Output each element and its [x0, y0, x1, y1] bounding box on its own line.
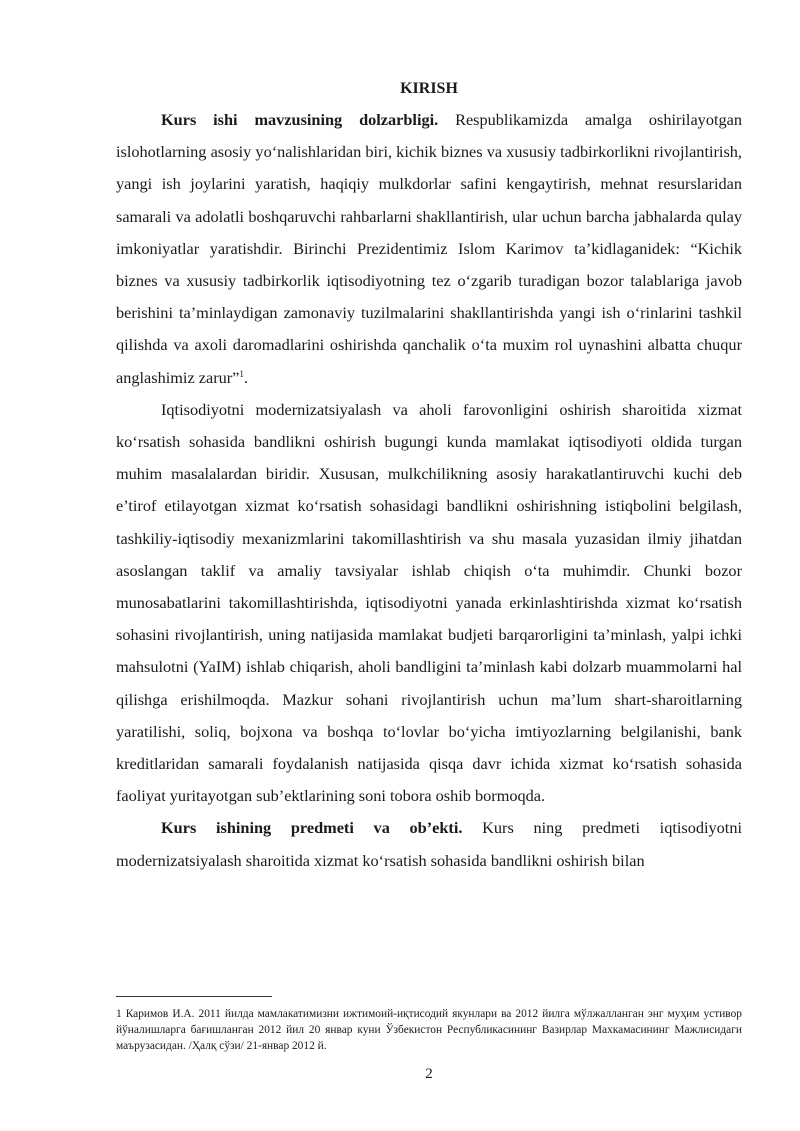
paragraph-text: Kurs ning predmeti iqtisodiyotni modernizatsiyalash sharoitida xizmat ko‘rsatish sohasida bandlikni oshirish bilan [116, 818, 742, 870]
footnote-divider [116, 996, 272, 997]
paragraph-text: Iqtisodiyotni modernizatsiyalash va aholi farovonligini oshirish sharoitida xizmat ko‘rsatish sohasida bandlikni oshirish bugungi kunda mamlakat iqtisodiyoti oldida turgan muhim masalalardan biridir. Xususan, mulkchilikning asosiy harakatlantiruvchi kuchi deb e’tirof etilayotgan xizmat ko‘rsatish sohasidagi bandlikni oshirishning istiqbolini belgilash, tashkiliy-iqtisodiy mexanizmlarini takomillashtirish va shu masala yuzasidan ilmiy jihatdan asoslangan taklif va amaliy tavsiyalar ishlab chiqish o‘ta muhimdir. Chunki bozor munosabatlarini takomillashtirishda, iqtisodiyotni yanada erkinlashtirishda xizmat ko‘rsatish sohasini rivojlantirish, uning natijasida mamlakat budjeti barqarorligini ta’minlash, yalpi ichki mahsulotni (YaIM) ishlab chiqarish, aholi bandligini ta’minlash kabi dolzarb muammolarni hal qilishga erishilmoqda. Mazkur sohani rivojlantirish uchun ma’lum shart-sharoitlarning yaratilishi, soliq, bojxona va boshqa to‘lovlar bo‘yicha imtiyozlarning belgilanishi, bank kreditlaridan samarali foydalanish natijasida qisqa davr ichida xizmat ko‘rsatish sohasida faoliyat yuritayotgan sub’ektlarining soni tobora oshib bormoqda. [116, 399, 742, 806]
section-title: KIRISH [400, 80, 458, 97]
paragraph-relevance [116, 104, 742, 394]
footnote-reference[interactable]: 1 [239, 368, 244, 379]
body-text [116, 104, 742, 877]
paragraph-subject-object [116, 812, 742, 876]
page-number: 2 [425, 1066, 433, 1082]
paragraph-modernization [116, 394, 742, 813]
paragraph-heading: Kurs ishi mavzusining dolzarbligi. [161, 110, 439, 129]
paragraph-heading: Kurs ishining predmeti va ob’ekti. [161, 818, 463, 838]
footnote: 1 Каримов И.А. 2011 йилда мамлакатимизни ижтимоий-иқтисодий якунлари ва 2012 йилга мўлжалланган энг муҳим устивор йўналишларга бағишланган 2012 йил 20 январ куни Ўзбекистон Республикасининг Вазирлар Махкамасининг Мажлисидаги маърузасидан. /Ҳалқ сўзи/ 21-январ 2012 й. [116, 1008, 742, 1052]
paragraph-end: . [243, 367, 248, 387]
paragraph-text: Respublikamizda amalga oshirilayotgan islohotlarning asosiy yo‘nalishlaridan biri, kichik biznes va xususiy tadbirkorlikni rivojlantirish, yangi ish joylarini yaratish, haqiqiy mulkdorlar safini kengaytirish, mehnat resurslaridan samarali va adolatli boshqaruvchi rahbarlarni shakllantirish, ular uchun barcha jabhalarda qulay imkoniyatlar yaratishdir. Birinchi Prezidentimiz Islom Karimov ta’kidlaganidek: “Kichik biznes va xususiy tadbirkorlik iqtisodiyotning tez o‘zgarib turadigan bozor talablariga javob berishini ta’minlaydigan zamonaviy tuzilmalarini shakllantirishda yangi ish o‘rinlarini tashkil qilishda va axoli daromadlarini oshirishda qanchalik o‘ta muxim rol uynashini albatta chuqur anglashimiz zarur” [116, 110, 742, 387]
